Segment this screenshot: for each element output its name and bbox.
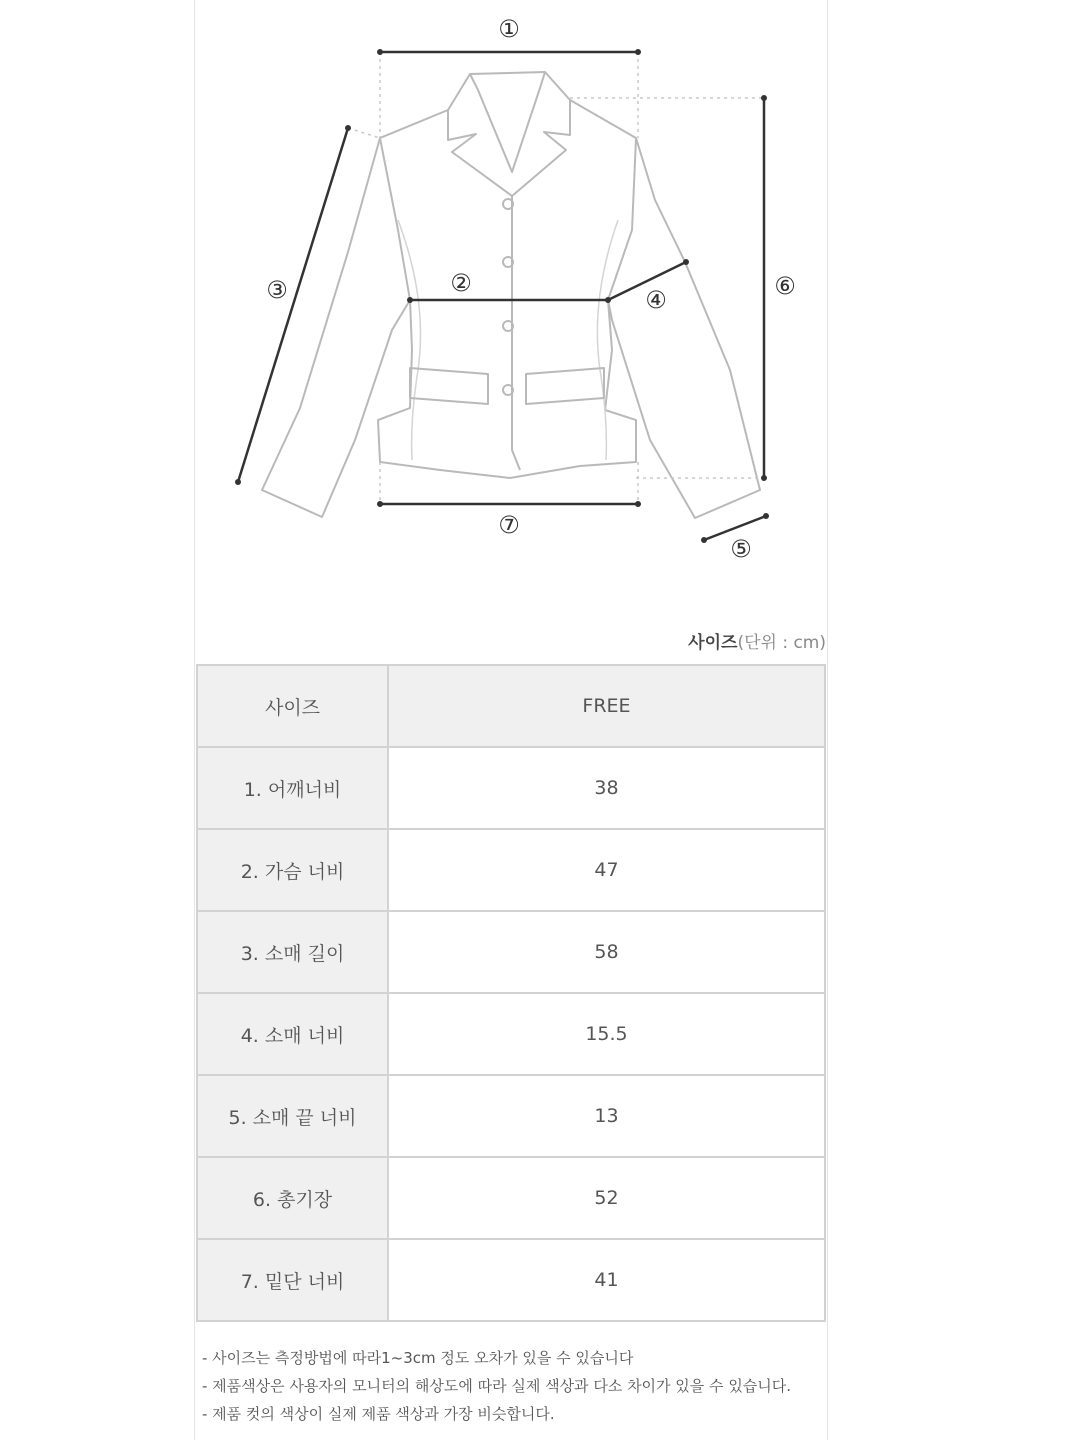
row-value: 47 [388,829,825,911]
table-row [197,1239,825,1321]
marker-3: ③ [266,276,288,304]
row-label: 5. 소매 끝 너비 [197,1075,388,1157]
row-label: 6. 총기장 [197,1157,388,1239]
note-item: - 제품 컷의 색상이 실제 제품 색상과 가장 비슷합니다. [202,1405,555,1423]
row-value: 38 [388,747,825,829]
table-row [197,993,825,1075]
jacket-measurement-diagram [0,0,1080,600]
marker-4: ④ [645,286,667,314]
note-item: - 제품색상은 사용자의 모니터의 해상도에 따라 실제 색상과 다소 차이가 있을 수 있습니다. [202,1377,792,1395]
table-row [197,829,825,911]
row-value: 41 [388,1239,825,1321]
row-value: 15.5 [388,993,825,1075]
size-caption-title: 사이즈 [688,633,738,653]
marker-6: ⑥ [774,272,796,300]
row-label: 2. 가슴 너비 [197,829,388,911]
measurement-endpoints [235,49,769,543]
marker-1: ① [498,15,520,43]
row-value: 52 [388,1157,825,1239]
marker-5: ⑤ [730,535,752,563]
table-row [197,1157,825,1239]
size-unit-caption [688,628,826,653]
marker-2: ② [450,269,472,297]
size-notes [202,1344,791,1428]
table-row [197,747,825,829]
size-caption-unit: (단위 : cm) [737,633,826,653]
header-value-cell: FREE [388,665,825,747]
measurement-lines [238,52,766,540]
table-row [197,911,825,993]
size-table [196,664,826,1322]
row-value: 58 [388,911,825,993]
row-label: 4. 소매 너비 [197,993,388,1075]
row-label: 7. 밑단 너비 [197,1239,388,1321]
row-label: 1. 어깨너비 [197,747,388,829]
marker-7: ⑦ [498,511,520,539]
row-value: 13 [388,1075,825,1157]
row-label: 3. 소매 길이 [197,911,388,993]
table-header-row [197,665,825,747]
table-row [197,1075,825,1157]
note-item: - 사이즈는 측정방법에 따라1~3cm 정도 오차가 있을 수 있습니다 [202,1349,634,1367]
jacket-outline [262,72,760,518]
header-label-cell: 사이즈 [197,665,388,747]
guide-lines [348,52,764,504]
